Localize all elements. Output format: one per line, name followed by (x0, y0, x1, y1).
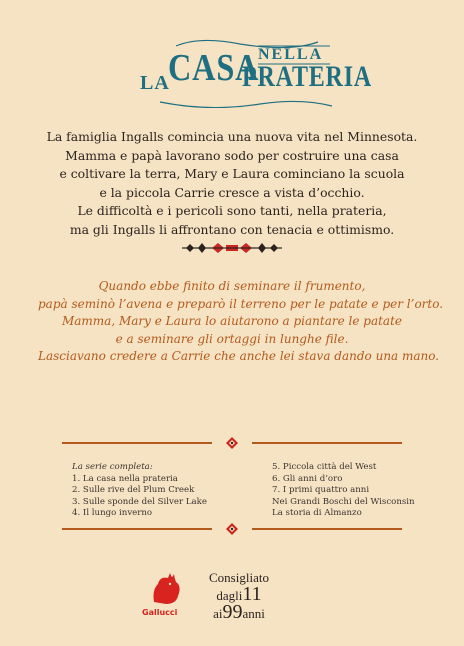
series-item: 6. Gli anni d’oro (272, 473, 343, 484)
diamond-ornament-icon (224, 523, 240, 535)
diamond-ornament-icon (224, 437, 240, 449)
series-item: Nei Grandi Boschi del Wisconsin (272, 496, 415, 507)
rooster-icon (146, 572, 186, 608)
series-item: 3. Sulle sponde del Silver Lake (72, 496, 207, 507)
logo-word-la: LA (140, 72, 170, 94)
excerpt-line: Quando ebbe finito di seminare il frumento, (98, 279, 366, 293)
series-title: La serie completa: (72, 462, 153, 472)
tribal-ornament-icon (182, 240, 282, 256)
synopsis-line: e coltivare la terra, Mary e Laura cominciano la scuola (59, 166, 405, 182)
series-item: 5. Piccola città del West (272, 462, 377, 472)
excerpt-line: Mamma, Mary e Laura lo aiutarono a piantare le patate (61, 314, 403, 329)
divider-line (62, 442, 212, 444)
logo-word-casa: CASA (168, 47, 260, 89)
divider-line (252, 442, 402, 444)
synopsis (40, 128, 424, 240)
series-column-right (272, 462, 415, 520)
excerpt (38, 278, 444, 366)
series-item: 7. I primi quattro anni (272, 485, 370, 496)
synopsis-line: ma gli Ingalls li affrontano con tenacia e ottimismo. (69, 221, 395, 237)
book-title-logo (140, 38, 372, 108)
series-column-left (72, 462, 207, 520)
series-item: 4. Il lungo inverno (72, 508, 153, 519)
divider-line (252, 528, 402, 530)
synopsis-line: e la piccola Carrie cresce a vista d’occhio. (99, 184, 365, 200)
age-anni: anni (242, 606, 265, 621)
series-item: La storia di Almanzo (272, 508, 362, 519)
synopsis-line: La famiglia Ingalls comincia una nuova vita nel Minnesota. (46, 129, 418, 144)
age-recommendation (184, 570, 294, 622)
age-ai: ai (213, 606, 223, 621)
divider-bottom (62, 523, 402, 535)
logo-word-nella: NELLA (258, 46, 324, 63)
synopsis-line: Le difficoltà e i pericoli sono tanti, nella prateria, (77, 203, 387, 219)
excerpt-line: papà seminò l’avena e preparò il terreno per le patate e per l’orto. (38, 296, 444, 311)
excerpt-line: e a seminare gli ortaggi in lunghe file. (115, 331, 349, 346)
divider-line (62, 528, 212, 530)
excerpt-line: Lasciavano credere a Carrie che anche lei stava dando una mano. (38, 349, 440, 364)
divider-top (62, 437, 402, 449)
age-dagli: dagli (216, 588, 243, 603)
publisher-logo (142, 572, 186, 622)
age-to-line (184, 601, 294, 623)
age-from: 11 (242, 583, 262, 605)
age-to: 99 (222, 601, 243, 623)
logo-word-prateria: PRATERIA (242, 60, 372, 93)
series-item: 2. Sulle rive del Plum Creek (72, 485, 195, 496)
synopsis-line: Mamma e papà lavorano sodo per costruire una casa (65, 147, 399, 163)
publisher-name: Gallucci (142, 608, 178, 617)
age-label: Consigliato (209, 570, 269, 585)
series-item: 1. La casa nella prateria (72, 473, 178, 484)
